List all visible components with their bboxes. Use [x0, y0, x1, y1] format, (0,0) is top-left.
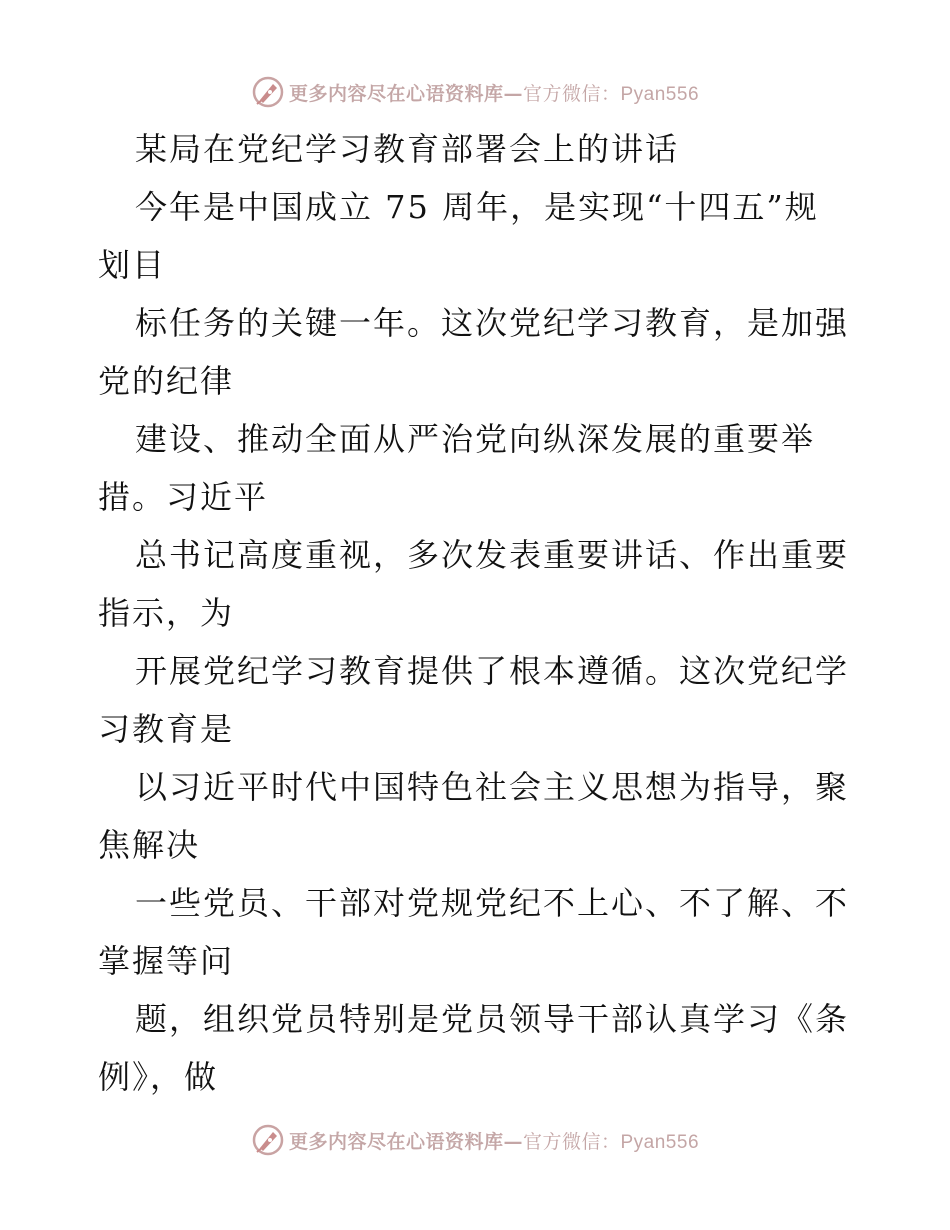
header-watermark-banner: [0, 72, 950, 112]
text-line: 一些党员、干部对党规党纪不上心、不了解、不: [135, 884, 850, 922]
text-line: 掌握等问: [98, 942, 235, 980]
banner-dash: —: [503, 82, 523, 105]
text-line: 以习近平时代中国特色社会主义思想为指导，聚: [135, 768, 850, 806]
text-line: 题，组织党员特别是党员领导干部认真学习《条: [135, 1000, 850, 1038]
banner-text: [289, 1127, 699, 1154]
text-line: 某局在党纪学习教育部署会上的讲话: [135, 130, 680, 168]
pen-nib-logo-icon: [251, 1123, 285, 1157]
text-line: 习教育是: [98, 710, 235, 748]
text-line: 建设、推动全面从严治党向纵深发展的重要举: [135, 420, 816, 458]
text-line: 党的纪律: [98, 362, 235, 400]
text-line: 总书记高度重视，多次发表重要讲话、作出重要: [135, 536, 850, 574]
banner-wechat-id: Pyan556: [620, 83, 700, 105]
text-line: 标任务的关键一年。这次党纪学习教育，是加强: [135, 304, 850, 342]
banner-wechat-label: 官方微信：: [522, 1130, 621, 1153]
footer-watermark-banner: [0, 1120, 950, 1160]
banner-text: [289, 79, 699, 106]
text-line: 今年是中国成立 75 周年，是实现“十四五”规: [135, 188, 819, 226]
pen-nib-logo-icon: [251, 75, 285, 109]
banner-dash: —: [503, 1130, 523, 1153]
banner-wechat-id: Pyan556: [620, 1131, 700, 1153]
text-line: 例》，做: [98, 1058, 219, 1096]
text-line: 指示，为: [98, 594, 235, 632]
text-line: 开展党纪学习教育提供了根本遵循。这次党纪学: [135, 652, 850, 690]
banner-brand: 更多内容尽在心语资料库: [288, 1130, 504, 1153]
text-line: 措。习近平: [98, 478, 269, 516]
text-line: 划目: [98, 246, 167, 284]
document-body: [98, 120, 858, 1106]
banner-wechat-label: 官方微信：: [522, 82, 621, 105]
banner-brand: 更多内容尽在心语资料库: [288, 82, 504, 105]
text-line: 焦解决: [98, 826, 201, 864]
